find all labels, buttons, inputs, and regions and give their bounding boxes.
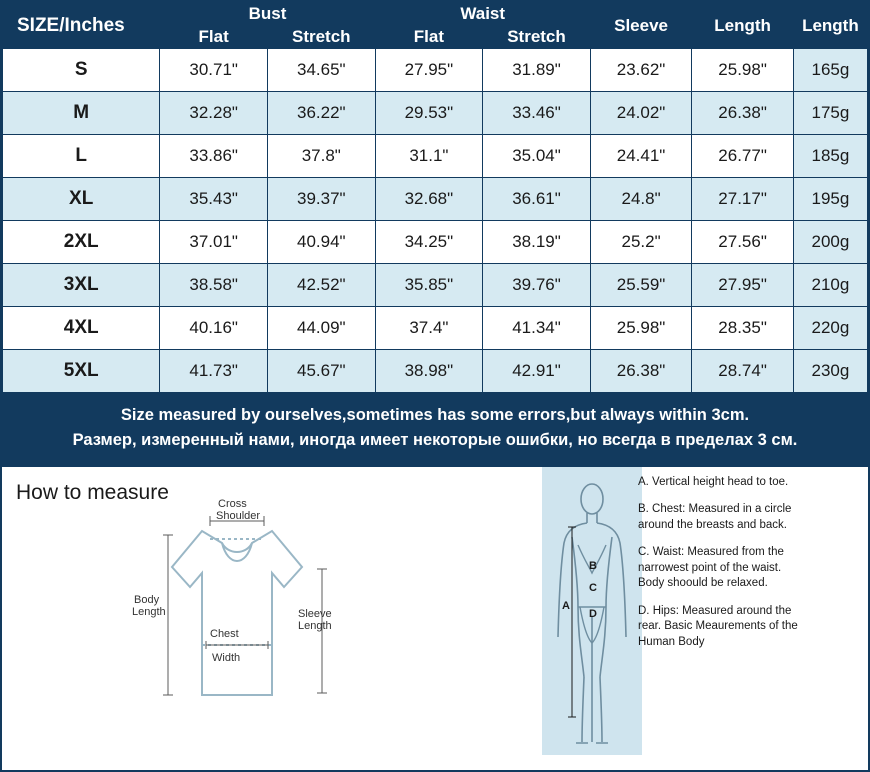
note-c: C. Waist: Measured from the narrowest point of the waist. Body shoould be relaxed. (638, 546, 784, 590)
label-chest-width-line1: Chest (210, 627, 239, 640)
cell-bust-stretch: 42.52" (267, 264, 375, 307)
cell-weight: 210g (793, 264, 867, 307)
table-header (3, 3, 868, 49)
cell-length: 27.17" (692, 178, 794, 221)
table-row (3, 350, 868, 393)
cell-size: 2XL (3, 221, 160, 264)
header-sleeve: Sleeve (590, 3, 692, 49)
cell-size: 3XL (3, 264, 160, 307)
header-weight: Length (793, 3, 867, 49)
cell-waist-flat: 37.4" (375, 307, 483, 350)
cell-waist-flat: 29.53" (375, 92, 483, 135)
header-waist-stretch: Stretch (483, 26, 591, 49)
cell-bust-stretch: 40.94" (267, 221, 375, 264)
size-table (2, 2, 868, 393)
cell-sleeve: 25.98" (590, 307, 692, 350)
table-row (3, 264, 868, 307)
table-row (3, 49, 868, 92)
table-row (3, 307, 868, 350)
cell-waist-flat: 38.98" (375, 350, 483, 393)
note-line-russian: Размер, измеренный нами, иногда имеет некоторые ошибки, но всегда в пределах 3 см. (72, 430, 798, 449)
cell-size: S (3, 49, 160, 92)
label-cross-shoulder-line1: Cross (218, 497, 247, 510)
marker-b: B (589, 559, 597, 572)
cell-weight: 175g (793, 92, 867, 135)
header-row-top (3, 3, 868, 26)
table-row (3, 221, 868, 264)
how-to-measure-section (2, 465, 868, 755)
header-bust-stretch: Stretch (267, 26, 375, 49)
note-line-english: Size measured by ourselves,sometimes has some errors,but always within 3cm. (120, 406, 750, 424)
cell-size: XL (3, 178, 160, 221)
cell-sleeve: 24.02" (590, 92, 692, 135)
cell-bust-flat: 32.28" (160, 92, 268, 135)
cell-sleeve: 25.2" (590, 221, 692, 264)
note-d: D. Hips: Measured around the rear. Basic Meaurements of the Human Body (638, 604, 798, 648)
table-row (3, 178, 868, 221)
cell-waist-stretch: 39.76" (483, 264, 591, 307)
header-size-label: SIZE/Inches (3, 3, 160, 49)
cell-bust-flat: 37.01" (160, 221, 268, 264)
cell-waist-stretch: 38.19" (483, 221, 591, 264)
how-to-measure-title: How to measure (16, 480, 169, 504)
cell-bust-stretch: 44.09" (267, 307, 375, 350)
garment-diagram-icon (132, 495, 392, 745)
header-group-bust: Bust (160, 3, 375, 26)
cell-bust-stretch: 36.22" (267, 92, 375, 135)
cell-bust-flat: 33.86" (160, 135, 268, 178)
note-b: B. Chest: Measured in a circle around the breasts and back. (638, 503, 792, 531)
cell-waist-stretch: 41.34" (483, 307, 591, 350)
cell-waist-stretch: 42.91" (483, 350, 591, 393)
cell-bust-stretch: 45.67" (267, 350, 375, 393)
measurement-notes (638, 475, 798, 663)
marker-a: A (562, 599, 570, 612)
cell-weight: 165g (793, 49, 867, 92)
cell-sleeve: 25.59" (590, 264, 692, 307)
label-sleeve-length-line1: Sleeve (298, 607, 332, 620)
cell-waist-stretch: 33.46" (483, 92, 591, 135)
cell-length: 27.95" (692, 264, 794, 307)
label-chest-width-line2: Width (212, 651, 241, 664)
cell-size: M (3, 92, 160, 135)
header-waist-flat: Flat (375, 26, 483, 49)
cell-length: 27.56" (692, 221, 794, 264)
label-cross-shoulder-line2: Shoulder (216, 509, 261, 522)
cell-bust-stretch: 34.65" (267, 49, 375, 92)
cell-bust-stretch: 39.37" (267, 178, 375, 221)
table-body (3, 49, 868, 393)
cell-weight: 185g (793, 135, 867, 178)
table-row (3, 135, 868, 178)
header-bust-flat: Flat (160, 26, 268, 49)
cell-size: 4XL (3, 307, 160, 350)
cell-bust-flat: 35.43" (160, 178, 268, 221)
cell-bust-flat: 30.71" (160, 49, 268, 92)
cell-size: 5XL (3, 350, 160, 393)
header-group-waist: Waist (375, 3, 590, 26)
cell-bust-flat: 40.16" (160, 307, 268, 350)
label-body-length-line2: Length (132, 605, 166, 618)
cell-waist-flat: 32.68" (375, 178, 483, 221)
body-figure-diagram-icon (542, 467, 642, 755)
label-sleeve-length-line2: Length (298, 619, 332, 632)
cell-waist-flat: 27.95" (375, 49, 483, 92)
cell-waist-flat: 31.1" (375, 135, 483, 178)
marker-c: C (589, 581, 597, 594)
cell-sleeve: 23.62" (590, 49, 692, 92)
cell-length: 26.77" (692, 135, 794, 178)
cell-length: 26.38" (692, 92, 794, 135)
cell-length: 28.35" (692, 307, 794, 350)
cell-weight: 220g (793, 307, 867, 350)
cell-sleeve: 26.38" (590, 350, 692, 393)
cell-waist-flat: 34.25" (375, 221, 483, 264)
cell-sleeve: 24.41" (590, 135, 692, 178)
cell-bust-stretch: 37.8" (267, 135, 375, 178)
cell-weight: 200g (793, 221, 867, 264)
cell-length: 28.74" (692, 350, 794, 393)
cell-waist-flat: 35.85" (375, 264, 483, 307)
measurement-note-band (2, 393, 868, 465)
note-a: A. Vertical height head to toe. (638, 475, 789, 488)
cell-waist-stretch: 31.89" (483, 49, 591, 92)
cell-waist-stretch: 35.04" (483, 135, 591, 178)
cell-length: 25.98" (692, 49, 794, 92)
cell-weight: 195g (793, 178, 867, 221)
cell-size: L (3, 135, 160, 178)
marker-d: D (589, 607, 597, 620)
label-body-length-line1: Body (134, 593, 160, 606)
cell-sleeve: 24.8" (590, 178, 692, 221)
cell-bust-flat: 41.73" (160, 350, 268, 393)
cell-waist-stretch: 36.61" (483, 178, 591, 221)
header-length: Length (692, 3, 794, 49)
cell-weight: 230g (793, 350, 867, 393)
table-row (3, 92, 868, 135)
cell-bust-flat: 38.58" (160, 264, 268, 307)
